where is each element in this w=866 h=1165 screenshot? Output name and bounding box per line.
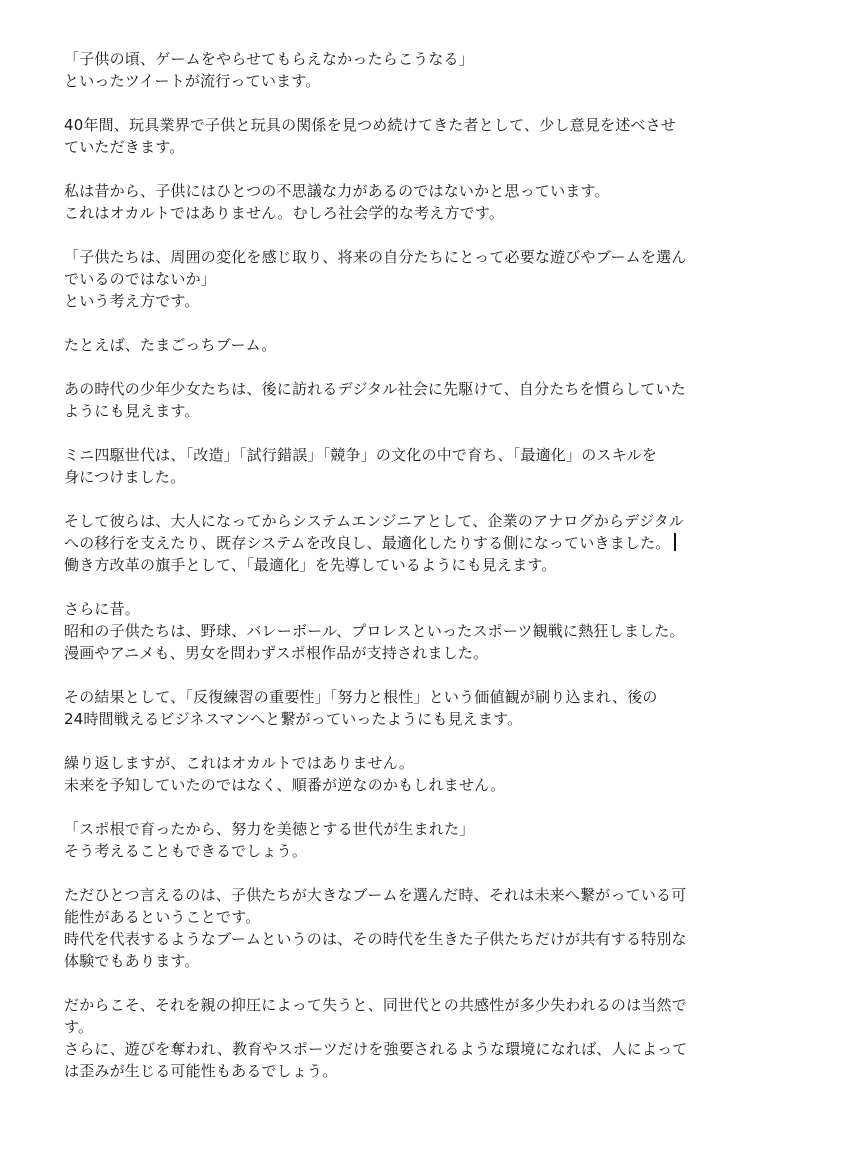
paragraph [64, 246, 802, 312]
line-text: たとえば、たまごっちブーム。 [64, 336, 277, 354]
text-line [64, 466, 802, 488]
text-line [64, 114, 802, 136]
line-text: ていただきます。 [64, 138, 185, 156]
text-line [64, 1038, 802, 1060]
line-text: といったツイートが流行っています。 [64, 72, 321, 90]
line-text: ようにも見えます。 [64, 402, 200, 420]
paragraph [64, 884, 802, 972]
line-text: さらに、遊びを奪われ、教育やスポーツだけを強要されるような環境になれば、人によって [64, 1040, 688, 1058]
line-text: 「スポ根で育ったから、努力を美徳とする世代が生まれた」 [64, 820, 475, 838]
text-line [64, 400, 802, 422]
line-text: 繰り返しますが、これはオカルトではありません。 [64, 754, 415, 772]
paragraph [64, 444, 802, 488]
line-text: その結果として、「反復練習の重要性」「努力と根性」という価値観が刷り込まれ、後の [64, 688, 658, 706]
text-line [64, 334, 802, 356]
text-line [64, 620, 802, 642]
paragraph [64, 994, 802, 1082]
text-line [64, 70, 802, 92]
line-text: あの時代の少年少女たちは、後に訪れるデジタル社会に先駆けて、自分たちを慣らしていた [64, 380, 687, 398]
line-text: 体験でもあります。 [64, 952, 200, 970]
line-text: 能性があるということです。 [64, 908, 261, 926]
text-line [64, 532, 802, 554]
paragraph [64, 686, 802, 730]
text-line [64, 598, 802, 620]
paragraph [64, 114, 802, 158]
line-text: だからこそ、それを親の抑圧によって失うと、同世代との共感性が多少失われるのは当然で [64, 996, 687, 1014]
line-text: という考え方です。 [64, 292, 200, 310]
text-line [64, 818, 802, 840]
text-line [64, 268, 802, 290]
text-line [64, 708, 802, 730]
line-text: 時代を代表するようなブームというのは、その時代を生きた子供たちだけが共有する特別な [64, 930, 687, 948]
line-text: さらに昔。 [64, 600, 141, 618]
line-text: 「子供たちは、周囲の変化を感じ取り、将来の自分たちにとって必要な遊びやブームを選ん [64, 248, 687, 266]
text-line [64, 752, 802, 774]
text-cursor [674, 533, 676, 551]
line-text: そう考えることもできるでしょう。 [64, 842, 308, 860]
text-line [64, 1016, 802, 1038]
text-line [64, 950, 802, 972]
paragraph [64, 378, 802, 422]
text-line [64, 840, 802, 862]
line-text: 身につけました。 [64, 468, 186, 486]
text-line [64, 994, 802, 1016]
line-text: は歪みが生じる可能性もあるでしょう。 [64, 1062, 338, 1080]
line-text: 24時間戦えるビジネスマンへと繋がっていったようにも見えます。 [64, 710, 523, 728]
text-line [64, 884, 802, 906]
line-text: 漫画やアニメも、男女を問わずスポ根作品が支持されました。 [64, 644, 489, 662]
text-line [64, 642, 802, 664]
line-text: への移行を支えたり、既存システムを改良し、最適化したりする側になっていきました。 [64, 534, 671, 552]
line-text: ただひとつ言えるのは、子供たちが大きなブームを選んだ時、それは未来へ繋がっている可 [64, 886, 687, 904]
line-text: 「子供の頃、ゲームをやらせてもらえなかったらこうなる」 [64, 50, 474, 68]
text-line [64, 202, 802, 224]
text-line [64, 554, 802, 576]
text-line [64, 906, 802, 928]
line-text: これはオカルトではありません。むしろ社会学的な考え方です。 [64, 204, 505, 222]
text-line [64, 378, 802, 400]
text-line [64, 246, 802, 268]
line-text: そして彼らは、大人になってからシステムエンジニアとして、企業のアナログからデジタル [64, 512, 685, 530]
line-text: 働き方改革の旗手として、「最適化」を先導しているようにも見えます。 [64, 556, 557, 574]
text-line [64, 48, 802, 70]
line-text: 私は昔から、子供にはひとつの不思議な力があるのではないかと思っています。 [64, 182, 610, 200]
paragraph [64, 598, 802, 664]
text-line [64, 1060, 802, 1082]
line-text: でいるのではないか」 [64, 270, 217, 288]
line-text: 昭和の子供たちは、野球、バレーボール、プロレスといったスポーツ観戦に熱狂しました。 [64, 622, 685, 640]
text-line [64, 686, 802, 708]
line-text: ミニ四駆世代は、「改造」「試行錯誤」「競争」の文化の中で育ち、「最適化」のスキルを [64, 446, 658, 464]
paragraph [64, 818, 802, 862]
line-text: 未来を予知していたのではなく、順番が逆なのかもしれません。 [64, 776, 506, 794]
paragraph [64, 180, 802, 224]
paragraph [64, 752, 802, 796]
text-line [64, 510, 802, 532]
paragraph [64, 334, 802, 356]
text-line [64, 290, 802, 312]
text-line [64, 774, 802, 796]
paragraph [64, 48, 802, 92]
text-line [64, 444, 802, 466]
paragraph [64, 510, 802, 576]
line-text: 40年間、玩具業界で子供と玩具の関係を見つめ続けてきた者として、少し意見を述べさせ [64, 116, 676, 134]
document-body[interactable] [64, 48, 802, 1104]
text-line [64, 180, 802, 202]
line-text: す。 [64, 1018, 94, 1036]
text-line [64, 928, 802, 950]
text-line [64, 136, 802, 158]
